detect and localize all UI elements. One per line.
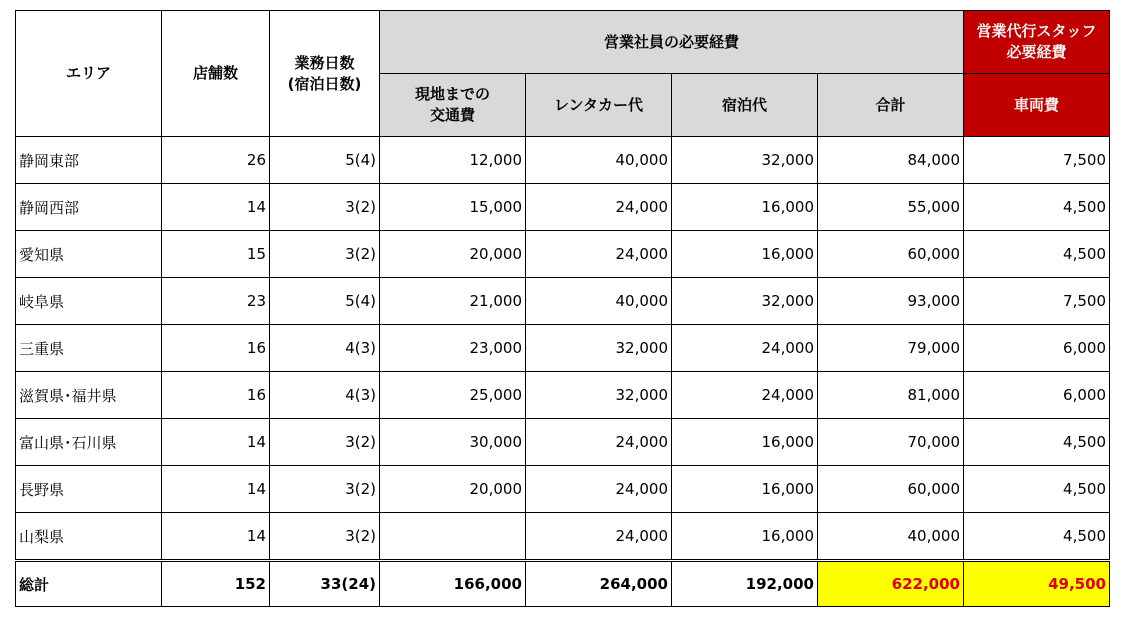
cell-lodging: 24,000 [672, 372, 818, 419]
cell-stores: 23 [162, 278, 270, 325]
cell-total: 81,000 [818, 372, 964, 419]
cell-total: 93,000 [818, 278, 964, 325]
cell-rental: 24,000 [526, 419, 672, 466]
cell-lodging: 16,000 [672, 231, 818, 278]
cell-area: 静岡東部 [16, 137, 162, 184]
total-lodging: 192,000 [672, 561, 818, 607]
header-stores: 店舗数 [162, 11, 270, 137]
cell-days: 3(2) [270, 513, 380, 561]
cell-rental: 24,000 [526, 466, 672, 513]
cell-vehicle: 4,500 [964, 513, 1110, 561]
table-row [16, 325, 1110, 372]
cell-days: 4(3) [270, 372, 380, 419]
cell-stores: 16 [162, 325, 270, 372]
cell-rental: 40,000 [526, 278, 672, 325]
cell-vehicle: 7,500 [964, 137, 1110, 184]
table-row [16, 372, 1110, 419]
header-transport [380, 74, 526, 137]
cell-total: 70,000 [818, 419, 964, 466]
cell-days: 4(3) [270, 325, 380, 372]
table-row [16, 513, 1110, 561]
cell-total: 60,000 [818, 466, 964, 513]
cell-days: 3(2) [270, 419, 380, 466]
cell-stores: 16 [162, 372, 270, 419]
total-label: 総計 [16, 561, 162, 607]
cell-transport: 21,000 [380, 278, 526, 325]
cell-area: 三重県 [16, 325, 162, 372]
cell-area: 山梨県 [16, 513, 162, 561]
cell-stores: 26 [162, 137, 270, 184]
cell-transport [380, 513, 526, 561]
cell-transport: 15,000 [380, 184, 526, 231]
cell-rental: 24,000 [526, 513, 672, 561]
cell-stores: 15 [162, 231, 270, 278]
cell-days: 5(4) [270, 278, 380, 325]
expense-table [15, 10, 1110, 607]
cell-transport: 23,000 [380, 325, 526, 372]
cell-area: 長野県 [16, 466, 162, 513]
header-agency [964, 11, 1110, 74]
header-transport-line2: 交通費 [429, 106, 475, 124]
cell-stores: 14 [162, 419, 270, 466]
cell-transport: 20,000 [380, 231, 526, 278]
cell-rental: 32,000 [526, 325, 672, 372]
cell-rental: 24,000 [526, 184, 672, 231]
cell-vehicle: 4,500 [964, 184, 1110, 231]
cell-vehicle: 6,000 [964, 372, 1110, 419]
header-transport-line1: 現地までの [414, 85, 490, 103]
cell-area: 静岡西部 [16, 184, 162, 231]
cell-total: 79,000 [818, 325, 964, 372]
cell-total: 84,000 [818, 137, 964, 184]
cell-lodging: 16,000 [672, 466, 818, 513]
header-days [270, 11, 380, 137]
cell-transport: 30,000 [380, 419, 526, 466]
cell-lodging: 16,000 [672, 184, 818, 231]
cell-lodging: 16,000 [672, 419, 818, 466]
total-stores: 152 [162, 561, 270, 607]
cell-area: 愛知県 [16, 231, 162, 278]
cell-stores: 14 [162, 513, 270, 561]
cell-total: 55,000 [818, 184, 964, 231]
cell-lodging: 16,000 [672, 513, 818, 561]
cell-total: 40,000 [818, 513, 964, 561]
header-subtotal: 合計 [818, 74, 964, 137]
cell-vehicle: 4,500 [964, 419, 1110, 466]
cell-lodging: 32,000 [672, 137, 818, 184]
total-grand-sum: 622,000 [818, 561, 964, 607]
header-agency-line2: 必要経費 [1006, 43, 1067, 61]
cell-area: 滋賀県･福井県 [16, 372, 162, 419]
cell-rental: 32,000 [526, 372, 672, 419]
total-transport: 166,000 [380, 561, 526, 607]
total-row [16, 561, 1110, 607]
header-rental: レンタカー代 [526, 74, 672, 137]
header-area: エリア [16, 11, 162, 137]
table-row [16, 231, 1110, 278]
cell-lodging: 24,000 [672, 325, 818, 372]
cell-area: 富山県･石川県 [16, 419, 162, 466]
cell-area: 岐阜県 [16, 278, 162, 325]
header-lodging: 宿泊代 [672, 74, 818, 137]
cell-days: 3(2) [270, 184, 380, 231]
table-row [16, 466, 1110, 513]
cell-stores: 14 [162, 184, 270, 231]
cell-transport: 20,000 [380, 466, 526, 513]
cell-transport: 25,000 [380, 372, 526, 419]
total-vehicle: 49,500 [964, 561, 1110, 607]
total-days: 33(24) [270, 561, 380, 607]
cell-rental: 24,000 [526, 231, 672, 278]
header-vehicle: 車両費 [964, 74, 1110, 137]
cell-transport: 12,000 [380, 137, 526, 184]
table-body [16, 137, 1110, 561]
header-days-line1: 業務日数 [294, 53, 355, 72]
cell-days: 3(2) [270, 231, 380, 278]
cell-days: 3(2) [270, 466, 380, 513]
cell-days: 5(4) [270, 137, 380, 184]
cell-lodging: 32,000 [672, 278, 818, 325]
cell-rental: 40,000 [526, 137, 672, 184]
table-row [16, 184, 1110, 231]
cell-total: 60,000 [818, 231, 964, 278]
table-row [16, 137, 1110, 184]
cell-vehicle: 4,500 [964, 466, 1110, 513]
table-row [16, 278, 1110, 325]
cell-stores: 14 [162, 466, 270, 513]
header-sales-group: 営業社員の必要経費 [380, 11, 964, 74]
table-row [16, 419, 1110, 466]
header-agency-line1: 営業代行スタッフ [976, 22, 1097, 40]
cell-vehicle: 6,000 [964, 325, 1110, 372]
total-rental: 264,000 [526, 561, 672, 607]
cell-vehicle: 4,500 [964, 231, 1110, 278]
cell-vehicle: 7,500 [964, 278, 1110, 325]
header-days-line2: (宿泊日数) [287, 74, 362, 93]
